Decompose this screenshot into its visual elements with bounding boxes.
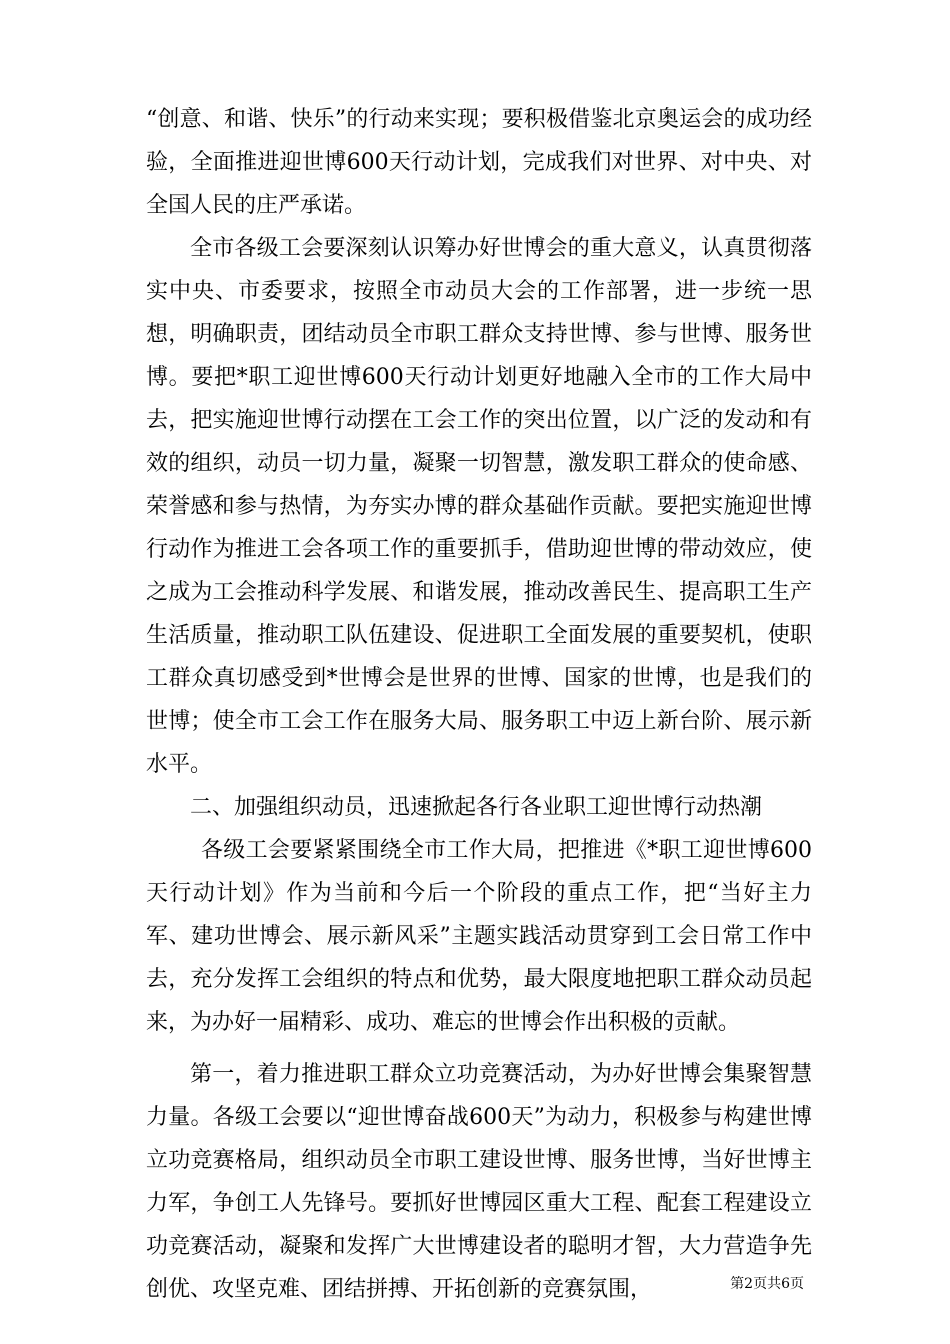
document-body bbox=[146, 98, 812, 1311]
section-heading: 二、加强组织动员，迅速掀起各行各业职工迎世博行动热潮 bbox=[190, 795, 763, 820]
paragraph-union-mobilization: 各级工会要紧紧围绕全市工作大局，把推进《*职工迎世博600天行动计划》作为当前和今后一个阶段的重点工作，把“当好主力军、建功世博会、展示新风采”主题实践活动贯穿到工会日常工作中去，充分发挥工会组织的特点和优势，最大限度地把职工群众动员起来，为办好一届精彩、成功、难忘的世博会作出积极的贡献。 bbox=[146, 838, 812, 1035]
page-number-footer: 第2页共6页 bbox=[730, 1276, 804, 1292]
paragraph-continuation: “创意、和谐、快乐”的行动来实现；要积极借鉴北京奥运会的成功经验，全面推进迎世博600天行动计划，完成我们对世界、对中央、对全国人民的庄严承诺。 bbox=[146, 107, 812, 218]
paragraph-first-point: 第一，着力推进职工群众立功竞赛活动，为办好世博会集聚智慧力量。各级工会要以“迎世博奋战600天”为动力，积极参与构建世博立功竞赛格局，组织动员全市职工建设世博、服务世博，当好世博主力军，争创工人先锋号。要抓好世博园区重大工程、配套工程建设立功竞赛活动，凝聚和发挥广大世博建设者的聪明才智，大力营造争先创优、攻坚克难、团结拼搏、开拓创新的竞赛氛围， bbox=[146, 1062, 812, 1302]
paragraph-union-awareness: 全市各级工会要深刻认识筹办好世博会的重大意义，认真贯彻落实中央、市委要求，按照全市动员大会的工作部署，进一步统一思想，明确职责，团结动员全市职工群众支持世博、参与世博、服务世博。要把*职工迎世博600天行动计划更好地融入全市的工作大局中去，把实施迎世博行动摆在工会工作的突出位置，以广泛的发动和有效的组织，动员一切力量，凝聚一切智慧，激发职工群众的使命感、荣誉感和参与热情，为夯实办博的群众基础作贡献。要把实施迎世博行动作为推进工会各项工作的重要抓手，借助迎世博的带动效应，使之成为工会推动科学发展、和谐发展，推动改善民生、提高职工生产生活质量，推动职工队伍建设、促进职工全面发展的重要契机，使职工群众真切感受到*世博会是世界的世博、国家的世博，也是我们的世博；使全市工会工作在服务大局、服务职工中迈上新台阶、展示新水平。 bbox=[146, 236, 812, 777]
